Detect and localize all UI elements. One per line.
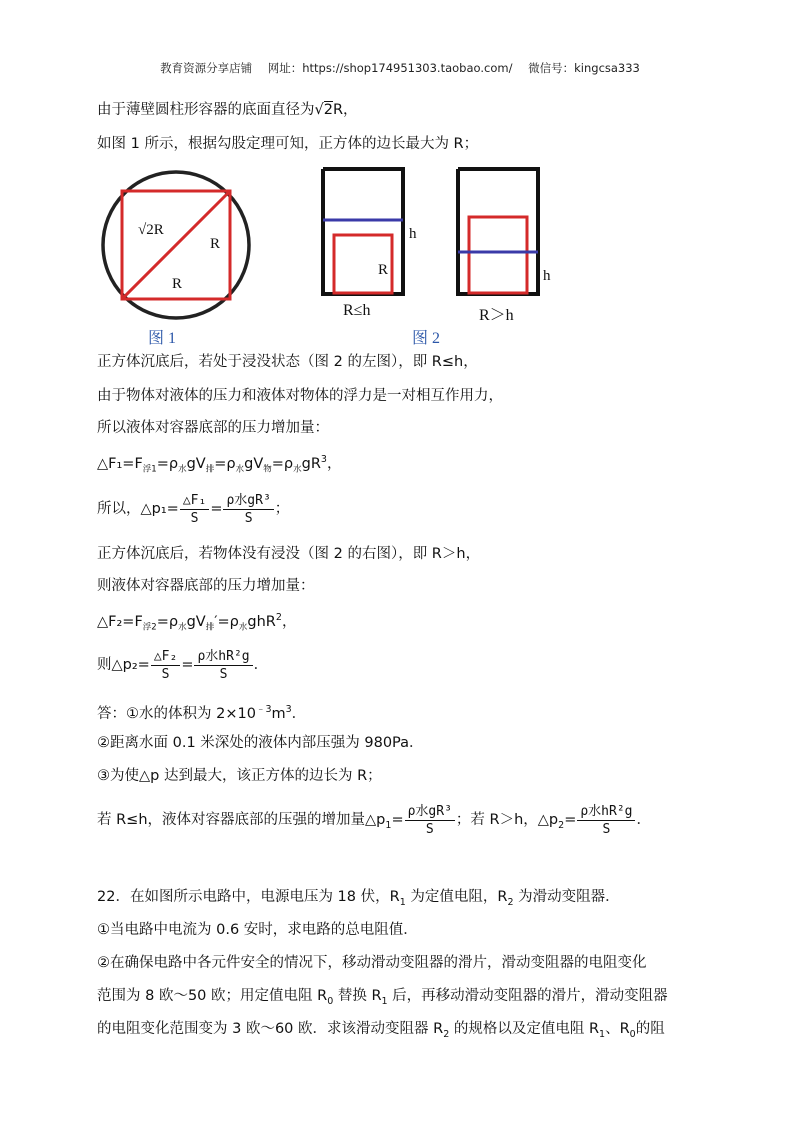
left-condition-label: R≤h <box>343 302 371 319</box>
text-line: 则液体对容器底部的压力增加量： <box>97 578 315 594</box>
answer-3: ③为使△p 达到最大，该正方体的边长为 R； <box>97 768 382 784</box>
figure-1 <box>96 170 256 345</box>
question-22-part2-cont2: 的电阻变化范围变为 3 欧～60 欧．求该滑动变阻器 $R_2$ 的规格以及定值电阻 $R_1$、$R_0$的阻 <box>97 1021 665 1040</box>
fig1-side-label: R <box>210 236 221 252</box>
left-h-label: h <box>409 226 417 242</box>
fig1-caption: 图 1 <box>148 330 177 347</box>
fraction-dF1-S: $\frac{\text{△F₁}}{S}$ <box>180 492 209 527</box>
text-line: 正方体沉底后，若物体没有浸没（图 2 的右图），即 R＞h， <box>97 546 481 562</box>
fig1-diagonal-label: √2R <box>138 222 164 238</box>
left-R-label: R <box>378 262 389 278</box>
fig2-caption: 图 2 <box>412 330 441 347</box>
figure-2 <box>318 166 553 301</box>
text-line: 由于物体对液体的压力和液体对物体的浮力是一对相互作用力， <box>97 388 503 404</box>
fraction-rho-h-R2-g-S: $\frac{\text{ρ水hR²g}}{S}$ <box>194 648 252 683</box>
text-line: 由于薄壁圆柱形容器的底面直径为√2R， <box>97 102 358 118</box>
text-line: 正方体沉底后，若处于浸没状态（图 2 的左图），即 R≤h， <box>97 354 478 370</box>
formula-dp2: 则△p₂= $\frac{\text{△F₂}}{S}$ = $\frac{\text{ρ水hR²g}}{S}$ ． <box>97 648 269 682</box>
shop-url: 网址：https://shop174951303.taobao.com/ <box>267 61 513 75</box>
fraction-rho-g-R3-S: $\frac{\text{ρ水gR³}}{S}$ <box>223 492 273 527</box>
right-condition-label: R＞h <box>479 307 514 324</box>
formula-f2: $\triangle F_2=F_{浮2}=\rho_水gV_排'=\rho_水ghR^2$， <box>97 612 297 633</box>
text-line: 所以液体对容器底部的压力增加量： <box>97 420 329 436</box>
fraction-dF2-S: $\frac{\text{△F₂}}{S}$ <box>151 648 180 683</box>
wechat-id: 微信号：kingcsa333 <box>528 61 640 75</box>
answer-3-detail: 若 R≤h，液体对容器底部的压强的增加量$\triangle p_1=$ $\frac{\text{ρ水gR³}}{S}$ ；若 R＞h，$\triangle p_2=$ $\frac{\text{ρ水hR²g}}{S}$ ． <box>97 803 651 837</box>
shop-name: 教育资源分享店铺 <box>160 61 253 75</box>
question-22-part1: ①当电路中电流为 0.6 安时，求电路的总电阻值． <box>97 922 418 938</box>
question-22: 22．在如图所示电路中，电源电压为 18 伏，$R_1$ 为定值电阻，$R_2$ 为滑动变阻器． <box>97 889 620 908</box>
right-cube <box>469 217 527 293</box>
formula-f1: $\triangle F_1=F_{浮1}=\rho_水gV_排=\rho_水gV_物=\rho_水gR^3$， <box>97 454 342 475</box>
text-line: 如图 1 所示，根据勾股定理可知，正方体的边长最大为 R； <box>97 136 479 152</box>
fig1-bottom-label: R <box>172 276 183 292</box>
formula-dp1: 所以，△p₁= $\frac{\text{△F₁}}{S}$ = $\frac{\text{ρ水gR³}}{S}$ ； <box>97 492 290 526</box>
question-22-part2: ②在确保电路中各元件安全的情况下，移动滑动变阻器的滑片，滑动变阻器的电阻变化 <box>97 955 647 971</box>
page-header <box>0 60 800 76</box>
answer-1: 答：①水的体积为 $2\times 10^{﹣3}m^3$． <box>97 704 307 722</box>
right-h-label: h <box>543 268 551 284</box>
sqrt-symbol: √ <box>314 102 324 118</box>
answer-2: ②距离水面 0.1 米深处的液体内部压强为 980Pa． <box>97 735 424 751</box>
question-22-part2-cont: 范围为 8 欧～50 欧；用定值电阻 $R_0$ 替换 $R_1$ 后，再移动滑动变阻器的滑片，滑动变阻器 <box>97 988 668 1007</box>
